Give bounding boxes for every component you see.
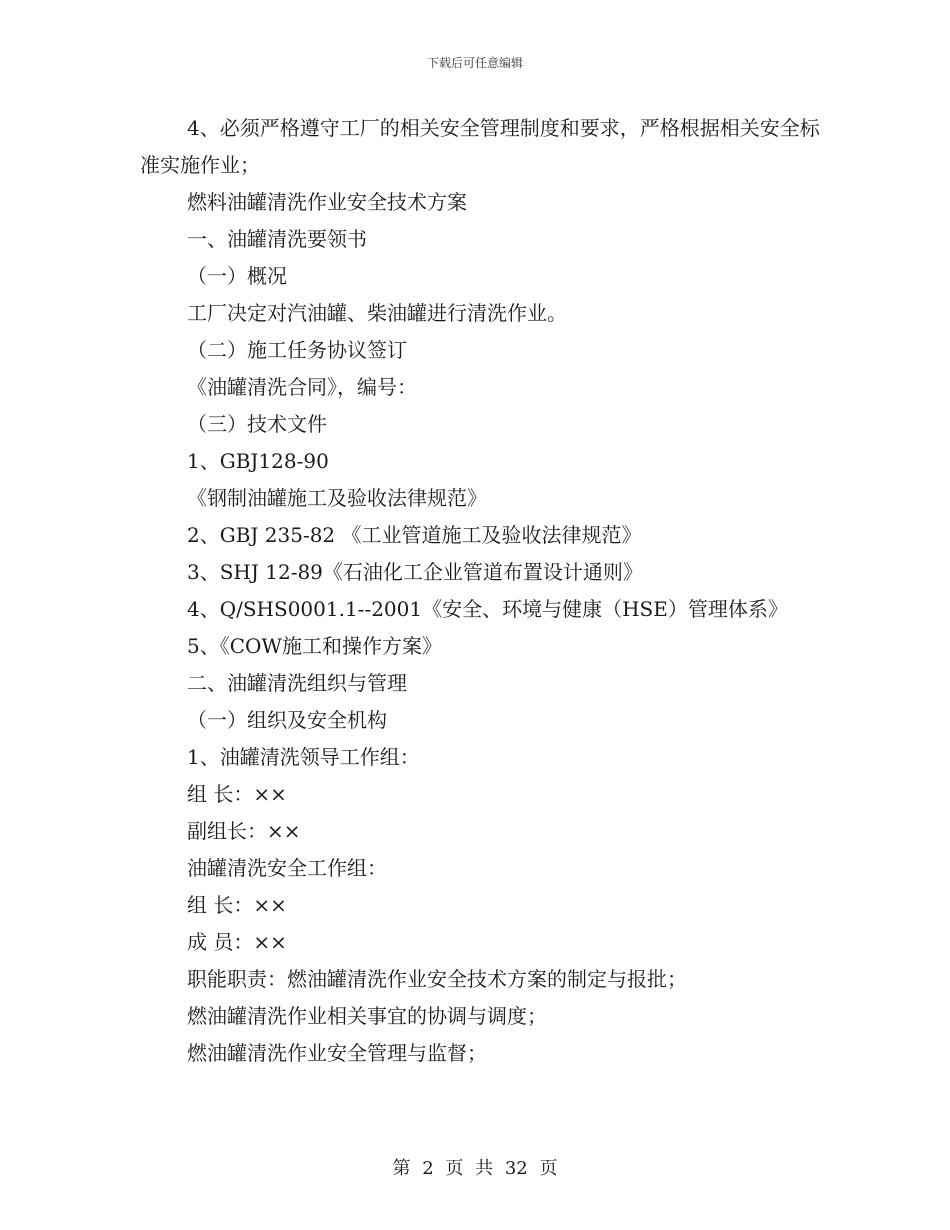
page-number: 第 2 页 共 32 页 xyxy=(392,1158,558,1179)
list-item: 2、GBJ 235-82 《工业管道施工及验收法律规范》 xyxy=(187,523,642,547)
section-heading-2: 二、油罐清洗组织与管理 xyxy=(187,671,407,695)
subsection-overview: （一）概况 xyxy=(187,264,287,288)
list-item: 5、《COW施工和操作方案》 xyxy=(187,634,442,658)
paragraph-group-leader: 组 长：×× xyxy=(187,782,287,806)
subsection-contract: （二）施工任务协议签订 xyxy=(187,338,407,362)
document-body xyxy=(140,110,820,1072)
paragraph-coordination: 燃油罐清洗作业相关事宜的协调与调度； xyxy=(187,1004,547,1028)
section-heading-1: 一、油罐清洗要领书 xyxy=(187,227,367,251)
paragraph-leadership-group: 1、油罐清洗领导工作组： xyxy=(187,745,420,769)
paragraph-safety-group: 油罐清洗安全工作组： xyxy=(187,856,387,880)
header-note: 下载后可任意编辑 xyxy=(426,56,523,70)
list-item: 1、GBJ128-90 xyxy=(187,449,329,473)
paragraph-duties: 职能职责：燃油罐清洗作业安全技术方案的制定与报批； xyxy=(187,967,687,991)
paragraph-supervision: 燃油罐清洗作业安全管理与监督； xyxy=(187,1041,487,1065)
paragraph-overview: 工厂决定对汽油罐、柴油罐进行清洗作业。 xyxy=(187,301,567,325)
list-item: 《钢制油罐施工及验收法律规范》 xyxy=(187,486,487,510)
paragraph-members: 成 员：×× xyxy=(187,930,287,954)
document-title: 燃料油罐清洗作业安全技术方案 xyxy=(187,190,467,214)
paragraph-safety-leader: 组 长：×× xyxy=(187,893,287,917)
paragraph-safety-rule: 4、必须严格遵守工厂的相关安全管理制度和要求，严格根据相关安全标准实施作业； xyxy=(140,116,820,177)
paragraph-deputy-leader: 副组长：×× xyxy=(187,819,301,843)
subsection-technical-docs: （三）技术文件 xyxy=(187,412,327,436)
list-item: 3、SHJ 12-89《石油化工企业管道布置设计通则》 xyxy=(187,560,643,584)
subsection-organization: （一）组织及安全机构 xyxy=(187,708,387,732)
list-item: 4、Q/SHS0001.1--2001《安全、环境与健康（HSE）管理体系》 xyxy=(187,597,788,621)
paragraph-contract: 《油罐清洗合同》，编号： xyxy=(187,375,417,399)
